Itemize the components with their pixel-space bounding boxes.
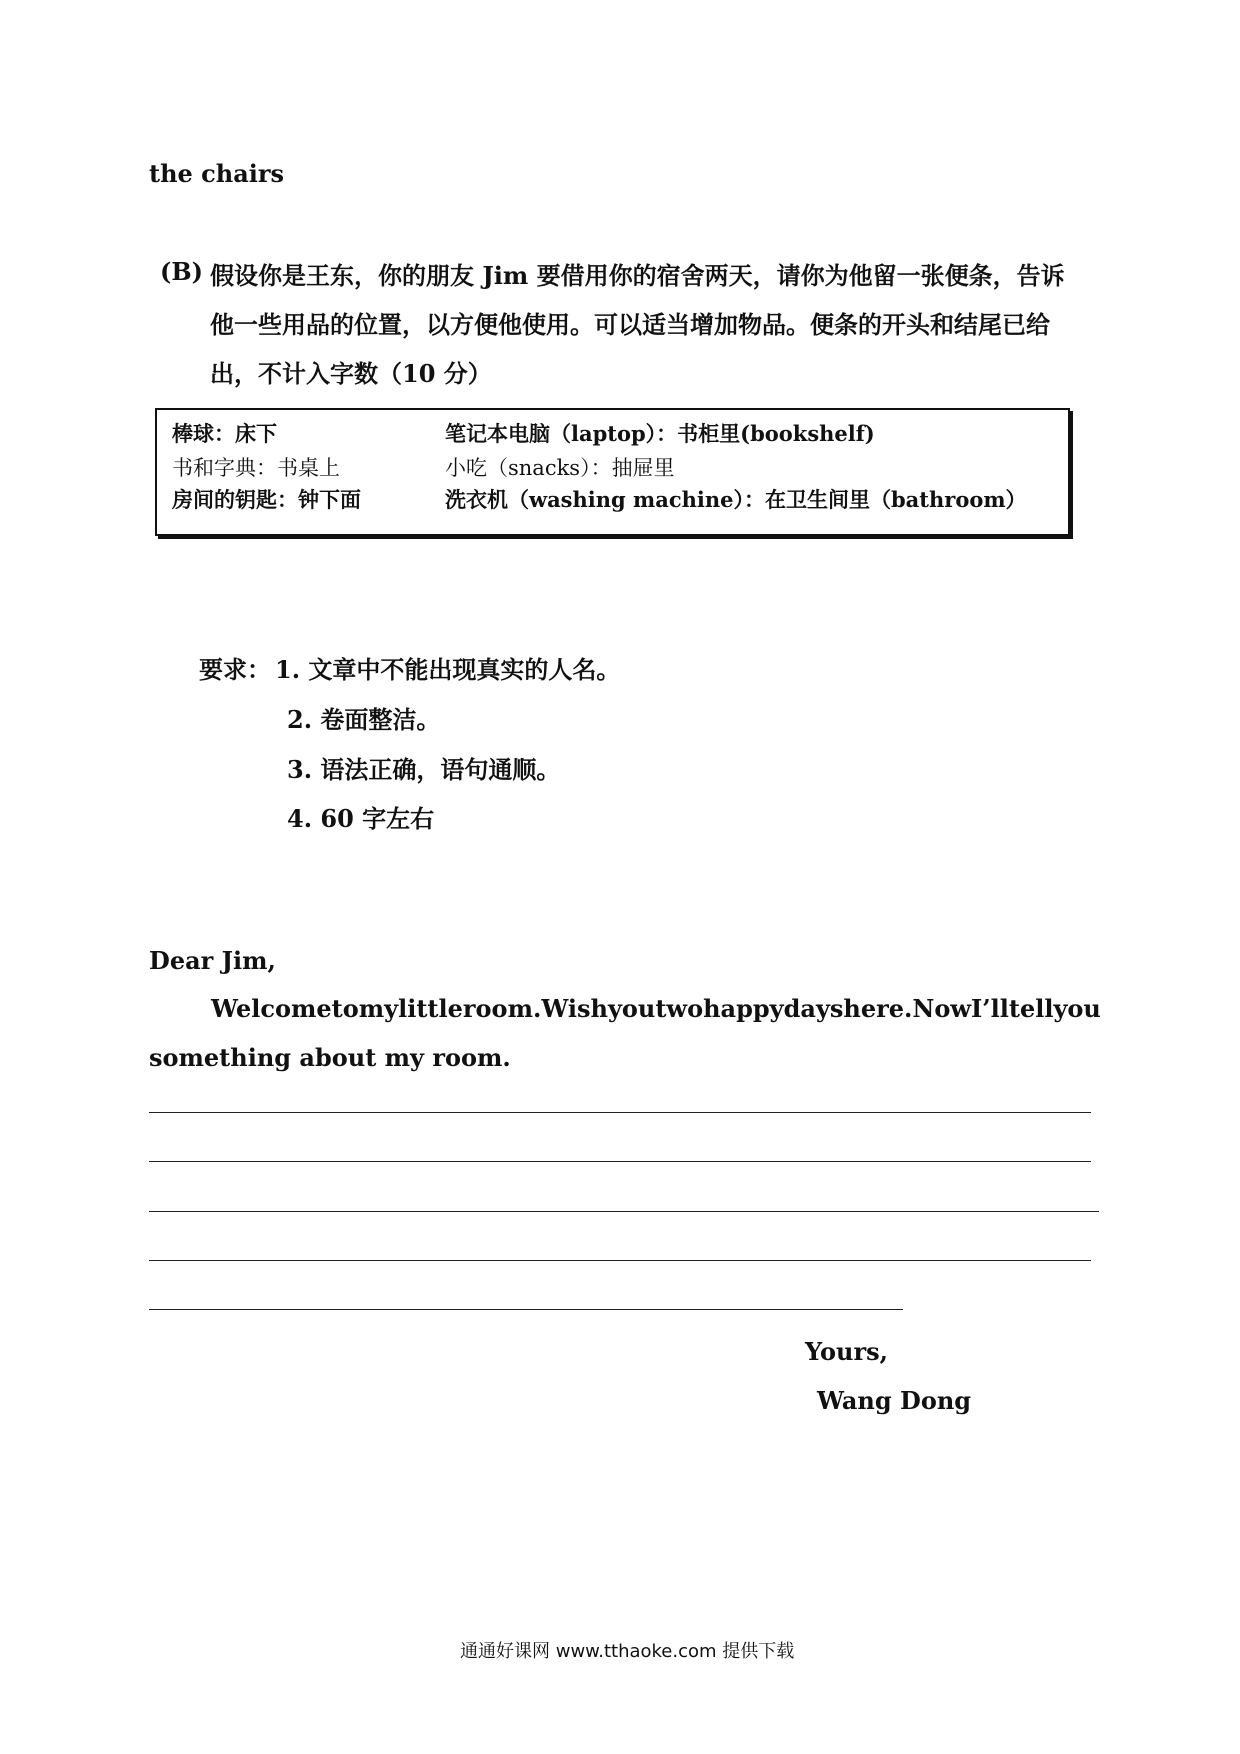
writing-line	[149, 1309, 903, 1310]
item-laptop: 笔记本电脑（laptop）：书柜里(bookshelf)	[445, 421, 875, 446]
item-key: 房间的钥匙：钟下面	[172, 487, 361, 512]
letter-signature: Wang Dong	[817, 1386, 972, 1415]
letter-body-word: you	[607, 994, 656, 1023]
letter-closing: Yours,	[805, 1337, 889, 1366]
item-books: 书和字典：书桌上	[172, 456, 340, 480]
letter-body-word: little	[398, 994, 463, 1023]
requirements-label: 要求：	[199, 655, 271, 684]
letter-body-word: you	[1053, 994, 1101, 1023]
letter-body-word: happy	[703, 994, 784, 1023]
task-line-1: 假设你是王东，你的朋友 Jim 要借用你的宿舍两天，请你为他留一张便条，告诉	[210, 261, 1065, 290]
letter-body-word: Welcome	[211, 994, 332, 1023]
letter-body-word: room.	[462, 994, 542, 1023]
task-line-3: 出，不计入字数（10 分）	[210, 359, 492, 388]
item-washing-machine: 洗衣机（washing machine）：在卫生间里（bathroom）	[445, 487, 1027, 512]
requirement-4: 4. 60 字左右	[287, 804, 435, 833]
item-location-box	[155, 408, 1070, 536]
letter-body-word: two	[655, 994, 704, 1023]
letter-body-word: Wish	[541, 994, 608, 1023]
page-footer: 通通好课网 www.tthaoke.com 提供下载	[460, 1641, 795, 1662]
item-baseball: 棒球：床下	[172, 421, 277, 446]
letter-salutation: Dear Jim,	[149, 946, 276, 975]
item-snacks: 小吃（snacks）：抽屉里	[445, 456, 675, 480]
letter-body-word: Now	[912, 994, 972, 1023]
writing-line	[149, 1211, 1099, 1212]
writing-line	[149, 1260, 1091, 1261]
writing-line	[149, 1112, 1091, 1113]
task-label: (B)	[160, 257, 203, 286]
letter-body-word: here.	[843, 994, 913, 1023]
task-line-2: 他一些用品的位置，以方便他使用。可以适当增加物品。便条的开头和结尾已给	[210, 310, 1050, 339]
letter-body-word: my	[358, 994, 399, 1023]
letter-body-word: I’ll	[971, 994, 1009, 1023]
letter-body-line-2: something about my room.	[149, 1043, 511, 1072]
requirement-1: 1. 文章中不能出现真实的人名。	[275, 655, 621, 684]
letter-body-line-1	[211, 994, 1101, 1023]
letter-body-word: days	[783, 994, 844, 1023]
letter-body-word: to	[331, 994, 359, 1023]
letter-body-word: tell	[1008, 994, 1054, 1023]
requirement-3: 3. 语法正确，语句通顺。	[287, 755, 561, 784]
writing-line	[149, 1161, 1091, 1162]
intro-fragment: the chairs	[149, 159, 285, 188]
requirement-2: 2. 卷面整洁。	[287, 705, 441, 734]
